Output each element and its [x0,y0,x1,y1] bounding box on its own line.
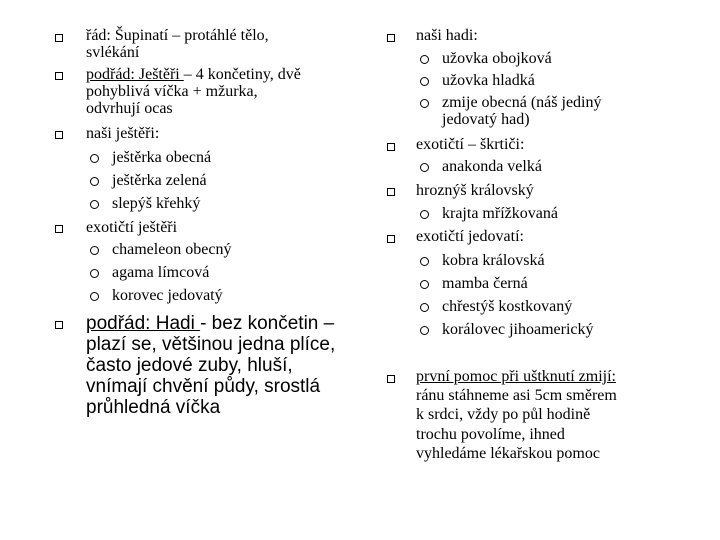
circle-bullet-icon [90,269,99,278]
first-aid-label: první pomoc při uštknutí zmijí: [416,368,616,385]
first-aid-line5: vyhledáme lékařskou pomoc [416,445,600,462]
list-item: užovka obojková [442,50,552,67]
order-rest: – protáhlé tělo, [168,27,269,44]
suborder-snakes-line4: vnímají chvění půdy, srostlá [86,376,321,397]
list-item: korálovec jihoamerický [442,321,594,338]
list-item: chřestýš kostkovaný [442,298,573,315]
circle-bullet-icon [420,326,429,335]
suborder-lizards-label: podřád: Ještěři [86,66,184,83]
list-item: anakonda velká [442,158,542,175]
circle-bullet-icon [420,55,429,64]
suborder-snakes-line1 [86,313,334,334]
circle-bullet-icon [420,303,429,312]
circle-bullet-icon [420,257,429,266]
venomous-label: exotičtí jedovatí: [416,228,524,245]
list-item: ještěrka zelená [112,172,207,189]
circle-bullet-icon [90,177,99,186]
circle-bullet-icon [420,77,429,86]
square-bullet-icon [387,143,395,151]
boa-label: hroznýš královský [416,182,534,199]
circle-bullet-icon [420,163,429,172]
suborder-lizards-rest: – 4 končetiny, dvě [183,66,301,83]
order-line2: svlékání [86,44,140,61]
exotic-lizards-label: exotičtí ještěři [86,219,178,236]
order-line1 [86,27,269,44]
list-item: zmije obecná (náš jediný [442,94,602,111]
list-item: mamba černá [442,275,528,292]
first-aid-line3: k srdci, vždy po půl hodině [416,406,591,423]
square-bullet-icon [387,375,395,383]
circle-bullet-icon [90,200,99,209]
list-item: ještěrka obecná [112,149,212,166]
list-item: užovka hladká [442,72,535,89]
list-item: kobra královská [442,252,545,269]
suborder-snakes-label: podřád: Hadi [86,313,201,334]
suborder-snakes-rest: - bez končetin – [200,313,335,334]
square-bullet-icon [387,34,395,42]
suborder-lizards-line2: pohyblivá víčka + mžurka, [86,83,258,100]
suborder-snakes-line3: často jedové zuby, hluší, [86,355,293,376]
suborder-snakes-line2: plazí se, většinou jedna plíce, [86,334,336,355]
circle-bullet-icon [90,292,99,301]
square-bullet-icon [55,225,63,233]
square-bullet-icon [55,321,63,329]
circle-bullet-icon [420,280,429,289]
first-aid-line4: trochu povolíme, ihned [416,426,565,443]
list-item: slepýš křehký [112,195,201,212]
list-item-continuation: jedovatý had) [442,111,530,128]
suborder-lizards-line1 [86,66,301,83]
list-item: krajta mřížkovaná [442,205,558,222]
first-aid-line2: ránu stáhneme asi 5cm směrem [416,387,617,404]
circle-bullet-icon [420,210,429,219]
list-item: agama límcová [112,264,210,281]
circle-bullet-icon [90,154,99,163]
square-bullet-icon [55,131,63,139]
suborder-lizards-line3: odvrhují ocas [86,100,173,117]
our-snakes-label: naši hadi: [416,27,478,44]
constrictors-label: exotičtí – škrtiči: [416,136,525,153]
our-lizards-label: naši ještěři: [86,125,160,142]
suborder-snakes-line5: průhledná víčka [86,397,221,418]
square-bullet-icon [387,188,395,196]
circle-bullet-icon [90,246,99,255]
square-bullet-icon [387,235,395,243]
square-bullet-icon [55,72,63,80]
list-item: korovec jedovatý [112,287,223,304]
circle-bullet-icon [420,99,429,108]
list-item: chameleon obecný [112,241,232,258]
order-label: řád: Šupinatí [86,27,169,44]
square-bullet-icon [55,34,63,42]
